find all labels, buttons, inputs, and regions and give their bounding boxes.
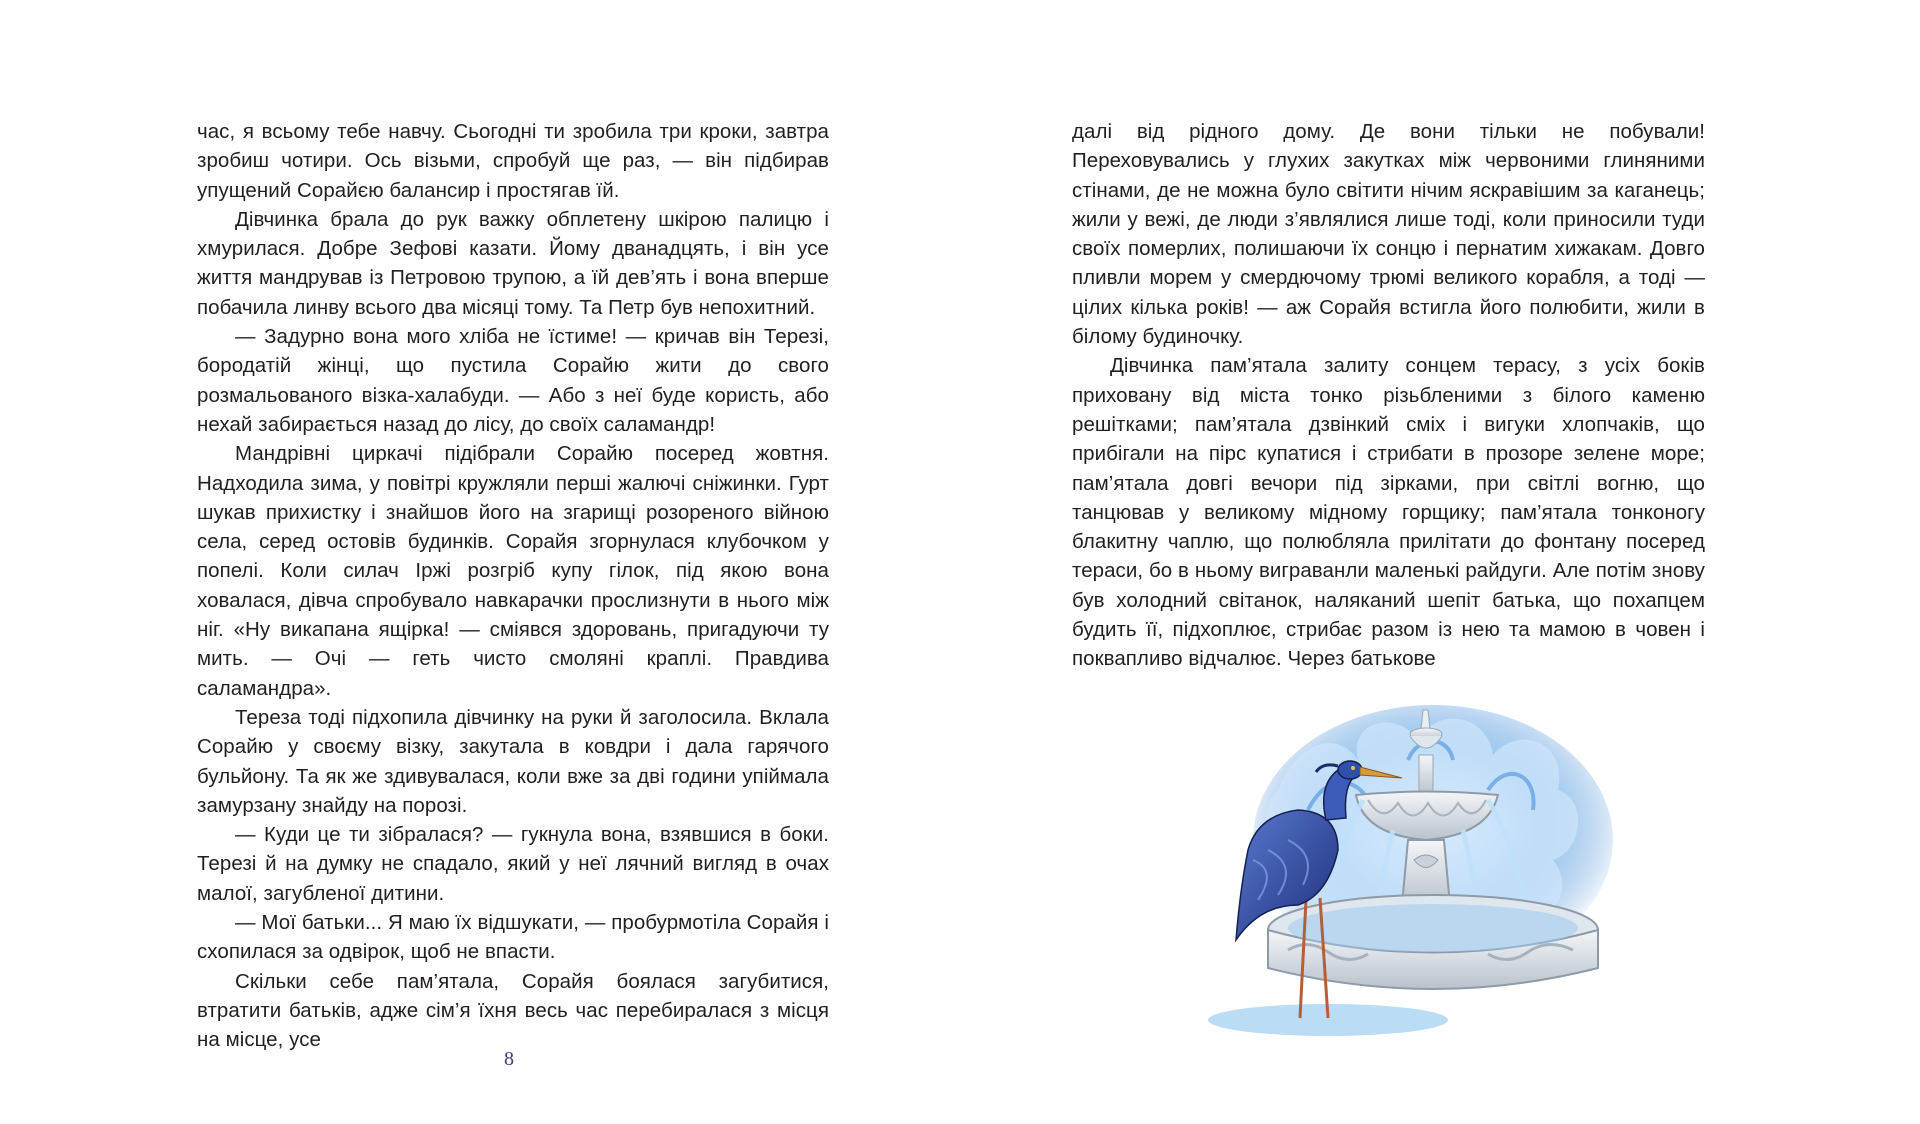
paragraph: — Куди це ти зібралася? — гукнула вона, взявшися в боки. Терезі й на думку не спадало, який у неї лячний вигляд в очах малої, загубленої дитини.	[197, 823, 829, 905]
paragraph: Дівчинка брала до рук важку обплетену шкірою палицю і хмурилася. Добре Зефові казати. Йому дванадцять, і він усе життя мандрував із Петровою трупою, а їй дев’ять і вона вперше побачила линву всього два місяці тому. Та Петр був непохитний.	[197, 207, 829, 319]
right-page	[960, 0, 1920, 1124]
paragraph: — Мої батьки... Я маю їх відшукати, — пробурмотіла Сорайя і схопилася за одвірок, щоб не впасти.	[197, 911, 829, 964]
paragraph: Мандрівні циркачі підібрали Сорайю посеред жовтня. Надходила зима, у повітрі кружляли перші жалючі сніжинки. Гурт шукав прихистку і знайшов його на згарищі розореного війною села, серед остовів будинків. Сорайя згорнулася клубочком у попелі. Коли силач Іржі розгріб купу гілок, під якою вона ховалася, дівча спробувало навкарачки прослизнути в нього між ніг. «Ну викапана ящірка! — сміявся здоровань, пригадуючи ту мить. — Очі — геть чисто смоляні краплі. Правдива саламандра».	[197, 442, 829, 700]
right-text-column	[1072, 117, 1705, 674]
paragraph: час, я всьому тебе навчу. Сьогодні ти зробила три кроки, завтра зробиш чотири. Ось візьми, спробуй ще раз, — він підбирав упущений Сорайєю балансир і простягав їй.	[197, 120, 829, 202]
paragraph: далі від рідного дому. Де вони тільки не побували! Переховувались у глухих закутках між червоними глиняними стінами, де не можна було світити нічим яскравішим за каганець; жили у вежі, де люди з’являлися лише тоді, коли приносили туди своїх померлих, полишаючи їх сонцю і пернатим хижакам. Довго пливли морем у смердючому трюмі великого корабля, а тоді — цілих кілька років! — аж Сорайя встигла його полюбити, жили в білому будиночку.	[1072, 120, 1705, 349]
page-number: 8	[504, 1048, 514, 1070]
left-text-column	[197, 117, 829, 1055]
paragraph: Скільки себе пам’ятала, Сорайя боялася загубитися, втратити батьків, адже сім’я їхня весь час перебиралася з місця на місце, усе	[197, 969, 829, 1052]
paragraph: Тереза тоді підхопила дівчинку на руки й заголосила. Вклала Сорайю у своєму візку, закутала в ковдри і дала гарячого бульйону. Та як же здивувалася, коли вже за дві години упіймала замурзану знайду на порозі.	[197, 705, 829, 817]
heron-fountain-illustration	[1188, 700, 1618, 1050]
paragraph: — Задурно вона мого хліба не їстиме! — кричав він Терезі, бородатій жінці, що пустила Сорайю жити до свого розмальованого візка-халабуди. — Або з неї буде користь, або нехай забирається назад до лісу, до своїх саламандр!	[197, 325, 829, 436]
paragraph: Дівчинка пам’ятала залиту сонцем терасу, з усіх боків приховану від міста тонко різьбленими з білого каменю решітками; пам’ятала дзвінкий сміх і вигуки хлопчаків, що прибігали на пірс купатися і стрибати в прозоре зелене море; пам’ятала довгі вечори під зірками, при світлі вогню, що танцював у великому мідному горщику; пам’ятала тонконогу блакитну чаплю, що полюбляла прилітати до фонтану посеред тераси, бо в ньому виграванли маленькі райдуги. Але потім знову був холодний світанок, наляканий шепіт батька, що похапцем будить її, підхоплює, стрибає разом із нею та мамою в човен і поквапливо відчалює. Через батькове	[1072, 354, 1705, 671]
